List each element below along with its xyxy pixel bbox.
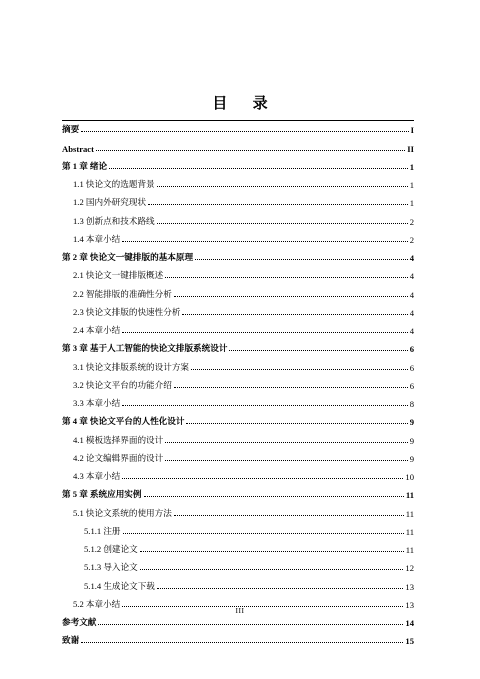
toc-entry-title: 5.1.4 生成论文下载: [84, 580, 155, 591]
dot-leader: [186, 423, 407, 424]
dot-leader: [122, 332, 407, 333]
toc-entry-title: Abstract: [62, 143, 94, 154]
toc-entry-page: I: [410, 125, 414, 136]
dot-leader: [165, 442, 407, 443]
toc-entry-title: 5.2 本章小结: [73, 598, 121, 609]
toc-entry: [62, 338, 414, 356]
page-title: 目 录: [212, 94, 278, 112]
toc-entry-title: 2.2 智能排版的准确性分析: [73, 288, 172, 299]
toc-entry-title: 参考文献: [62, 617, 97, 627]
toc-entry: [62, 539, 414, 557]
dot-leader: [122, 405, 407, 406]
dot-leader: [122, 478, 403, 479]
toc-entry: [62, 630, 414, 648]
toc-entry: [62, 302, 414, 320]
toc-entry: [62, 265, 414, 283]
dot-leader: [81, 642, 403, 643]
toc-entry: [62, 484, 414, 502]
toc-entry: [62, 283, 414, 301]
toc-entry: [62, 320, 414, 338]
dot-leader: [195, 259, 408, 260]
dot-leader: [96, 150, 405, 151]
toc-entry-page: 4: [409, 253, 414, 263]
toc-entry-page: 13: [405, 599, 414, 610]
toc-entry-title: 5.1.2 创建论文: [84, 544, 138, 554]
toc-entry-page: 12: [405, 563, 414, 574]
toc-entry-page: 4: [409, 289, 414, 300]
toc-entry: [62, 429, 414, 447]
toc-entry-title: 第 2 章 快论文一键排版的基本原理: [62, 252, 194, 262]
toc-entry-title: 5.1.3 导入论文: [84, 562, 138, 573]
dot-leader: [148, 204, 408, 205]
toc-entry-title: 1.4 本章小结: [73, 233, 121, 244]
toc-entry-title: 4.3 本章小结: [73, 471, 121, 481]
toc-entry-page: 1: [409, 198, 414, 209]
toc-entry-title: 致谢: [62, 635, 80, 646]
toc-entry-page: 11: [405, 545, 414, 555]
toc-entry-title: 3.3 本章小结: [73, 398, 121, 408]
toc-entry-title: 3.2 快论文平台的功能介绍: [73, 379, 172, 390]
toc-entry: [62, 156, 414, 174]
toc-entry: [62, 375, 414, 393]
toc-entry-page: 15: [405, 636, 414, 647]
dot-leader: [123, 533, 404, 534]
dot-leader: [140, 551, 404, 552]
dot-leader: [191, 369, 408, 370]
toc-entry-page: 8: [409, 399, 414, 409]
toc-entry-page: 2: [409, 234, 414, 245]
toc-entry: [62, 521, 414, 539]
toc-entry-page: 14: [405, 618, 414, 628]
toc-entry-page: II: [407, 143, 414, 154]
dot-leader: [229, 350, 407, 351]
dot-leader: [81, 131, 408, 132]
toc-entry-page: 11: [405, 526, 414, 537]
dot-leader: [174, 296, 408, 297]
toc-entry: [62, 393, 414, 411]
toc-entry-title: 2.4 本章小结: [73, 325, 121, 335]
toc-entry-page: 1: [409, 161, 414, 172]
toc-entry: [62, 192, 414, 210]
page-number: III: [235, 606, 245, 615]
dot-leader: [144, 496, 404, 497]
toc-entry-title: 第 5 章 系统应用实例: [62, 489, 142, 500]
toc-entry-page: 4: [409, 307, 414, 318]
toc-entry: [62, 247, 414, 265]
dot-leader: [157, 186, 408, 187]
toc-entry: [62, 137, 414, 155]
dot-leader: [182, 314, 407, 315]
toc-entry: [62, 174, 414, 192]
dot-leader: [174, 387, 408, 388]
toc-entry: [62, 575, 414, 593]
toc-entry-title: 4.1 模板选择界面的设计: [73, 434, 164, 445]
toc-entry-page: 9: [409, 417, 414, 428]
toc-entry-title: 第 1 章 绪论: [62, 160, 108, 171]
toc-entry-page: 4: [409, 271, 414, 282]
toc-entry-page: 2: [409, 216, 414, 227]
toc-entry-page: 6: [409, 362, 414, 373]
dot-leader: [165, 460, 407, 461]
toc-entry-page: 11: [405, 490, 414, 501]
toc-entry-title: 4.2 论文编辑界面的设计: [73, 452, 164, 463]
toc-entry-title: 5.1.1 注册: [84, 525, 121, 536]
dot-leader: [109, 168, 408, 169]
toc-entry-page: 9: [409, 435, 414, 446]
toc-entry-page: 10: [405, 472, 414, 482]
toc-entry-title: 5.1 快论文系统的使用方法: [73, 507, 172, 518]
dot-leader: [174, 515, 404, 516]
dot-leader: [157, 588, 404, 589]
toc-entry-title: 摘要: [62, 124, 80, 135]
toc-entry-title: 1.1 快论文的选题背景: [73, 179, 155, 189]
toc-entry: [62, 411, 414, 429]
toc-entry-title: 1.2 国内外研究现状: [73, 197, 147, 208]
toc-entry-title: 第 3 章 基于人工智能的快论文排版系统设计: [62, 343, 228, 354]
dot-leader: [98, 624, 403, 625]
dot-leader: [122, 241, 407, 242]
toc-entry-title: 2.1 快论文一键排版概述: [73, 270, 164, 281]
toc-entry: [62, 448, 414, 466]
toc-entry-page: 11: [405, 508, 414, 519]
toc-entry-page: 9: [409, 453, 414, 464]
toc-entry-page: 6: [409, 344, 414, 355]
toc-entry: [62, 557, 414, 575]
toc-entry-page: 1: [409, 180, 414, 190]
toc-entry: [62, 210, 414, 228]
toc-entry: [62, 229, 414, 247]
dot-leader: [157, 223, 408, 224]
toc-entry-title: 3.1 快论文排版系统的设计方案: [73, 361, 190, 372]
toc-entry-page: 4: [409, 326, 414, 336]
dot-leader: [165, 277, 407, 278]
toc-entry: [62, 466, 414, 484]
toc-entry-page: 13: [405, 581, 414, 592]
toc-entry-title: 第 4 章 快论文平台的人性化设计: [62, 416, 185, 427]
toc-entry-page: 6: [409, 380, 414, 391]
toc-entry: [62, 356, 414, 374]
toc-entry: [62, 502, 414, 520]
toc-entry-title: 2.3 快论文排版的快速性分析: [73, 306, 181, 317]
toc-entry: [62, 119, 414, 137]
table-of-contents: [62, 119, 414, 648]
dot-leader: [140, 569, 404, 570]
toc-entry-title: 1.3 创新点和技术路线: [73, 215, 155, 226]
